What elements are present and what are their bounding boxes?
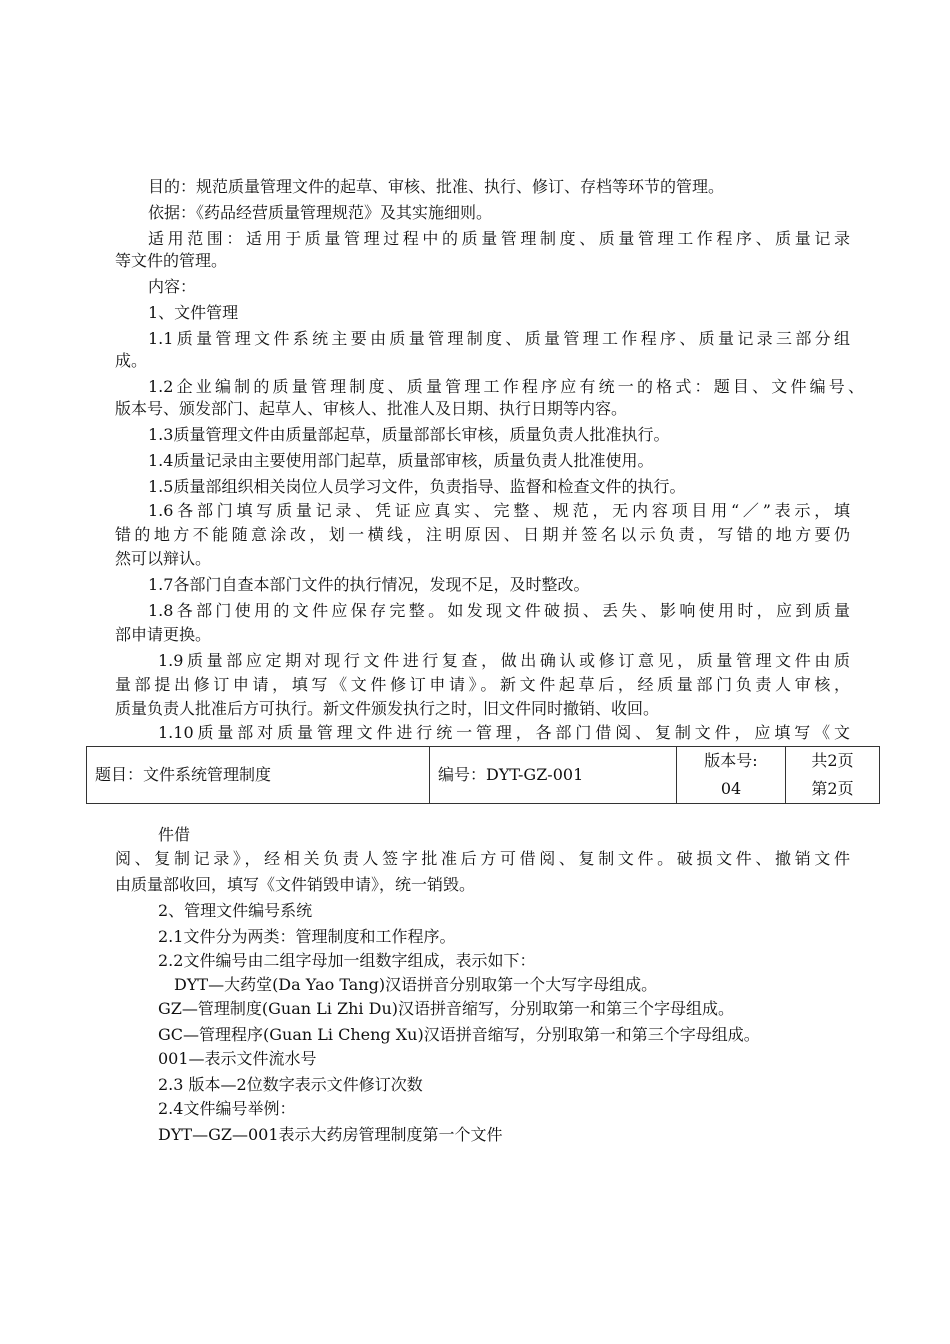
document-code: 编号：DYT-GZ-001 xyxy=(438,765,584,784)
scope-line-2: 等文件的管理。 xyxy=(115,251,228,270)
version-value: 04 xyxy=(720,779,742,798)
para-1-5: 1.5质量部组织相关岗位人员学习文件，负责指导、监督和检查文件的执行。 xyxy=(148,477,686,496)
para-1-1-line-2: 成。 xyxy=(115,351,148,370)
para-1-3: 1.3质量管理文件由质量部起草，质量部部长审核，质量负责人批准执行。 xyxy=(148,425,670,444)
para-2-3: 2.3 版本—2位数字表示文件修订次数 xyxy=(158,1075,423,1094)
code-dyt-desc: DYT—大药堂(Da Yao Tang)汉语拼音分别取第一个大写字母组成。 xyxy=(174,975,658,994)
para-1-4: 1.4质量记录由主要使用部门起草，质量部审核，质量负责人批准使用。 xyxy=(148,451,654,470)
content-label: 内容： xyxy=(148,277,197,296)
para-1-6-line-1: 1.6各部门填写质量记录、凭证应真实、完整、规范，无内容项目用“／”表示，填 xyxy=(148,501,850,520)
section-2-heading: 2、管理文件编号系统 xyxy=(158,901,313,920)
total-pages: 共2页 xyxy=(811,751,854,770)
document-title-cell xyxy=(87,747,430,804)
para-1-10-line-4: 由质量部收回，填写《文件销毁申请》，统一销毁。 xyxy=(115,875,476,894)
scope-line-1: 适用范围：适用于质量管理过程中的质量管理制度、质量管理工作程序、质量记录 xyxy=(148,229,850,248)
page-number: 第2页 xyxy=(811,779,854,798)
basis-line: 依据：《药品经营质量管理规范》及其实施细则。 xyxy=(148,203,493,222)
code-gz-desc: GZ—管理制度(Guan Li Zhi Du)汉语拼音缩写，分别取第一和第三个字母组成。 xyxy=(158,999,734,1018)
para-1-2-line-2: 版本号、颁发部门、起草人、审核人、批准人及日期、执行日期等内容。 xyxy=(115,399,628,418)
para-1-8-line-2: 部申请更换。 xyxy=(115,625,212,644)
para-1-10-line-2: 件借 xyxy=(158,825,191,844)
para-1-6-line-2: 错的地方不能随意涂改，划一横线，注明原因、日期并签名以示负责，写错的地方要仍 xyxy=(115,525,850,544)
para-2-4: 2.4文件编号举例： xyxy=(158,1099,296,1118)
document-header-table xyxy=(86,746,880,804)
para-1-7: 1.7各部门自查本部门文件的执行情况，发现不足，及时整改。 xyxy=(148,575,590,594)
code-example: DYT—GZ—001表示大药房管理制度第一个文件 xyxy=(158,1125,503,1144)
para-1-1-line-1: 1.1质量管理文件系统主要由质量管理制度、质量管理工作程序、质量记录三部分组 xyxy=(148,329,850,348)
para-2-2: 2.2文件编号由二组字母加一组数字组成，表示如下： xyxy=(158,951,536,970)
version-label-cell xyxy=(677,747,786,776)
para-1-10-line-1: 1.10质量部对质量管理文件进行统一管理，各部门借阅、复制文件，应填写《文 xyxy=(158,723,850,742)
document-title: 题目：文件系统管理制度 xyxy=(95,765,272,784)
para-1-2-line-1: 1.2企业编制的质量管理制度、质量管理工作程序应有统一的格式：题目、文件编号、 xyxy=(148,377,864,396)
para-1-6-line-3: 然可以辩认。 xyxy=(115,549,212,568)
para-1-9-line-3: 质量负责人批准后方可执行。新文件颁发执行之时，旧文件同时撤销、收回。 xyxy=(115,699,660,718)
para-1-10-line-3: 阅、复制记录》，经相关负责人签字批准后方可借阅、复制文件。破损文件、撤销文件 xyxy=(115,849,850,868)
code-gc-desc: GC—管理程序(Guan Li Cheng Xu)汉语拼音缩写，分别取第一和第三个字母组成。 xyxy=(158,1025,760,1044)
purpose-line: 目的：规范质量管理文件的起草、审核、批准、执行、修订、存档等环节的管理。 xyxy=(148,177,725,196)
total-pages-cell xyxy=(786,747,880,776)
para-1-9-line-1: 1.9质量部应定期对现行文件进行复查，做出确认或修订意见，质量管理文件由质 xyxy=(158,651,850,670)
page-number-cell xyxy=(786,775,880,804)
para-1-9-line-2: 量部提出修订申请，填写《文件修订申请》。新文件起草后，经质量部门负责人审核， xyxy=(115,675,850,694)
version-label: 版本号: xyxy=(704,751,758,770)
section-1-heading: 1、文件管理 xyxy=(148,303,239,322)
code-001-desc: 001—表示文件流水号 xyxy=(158,1049,317,1068)
para-2-1: 2.1文件分为两类：管理制度和工作程序。 xyxy=(158,927,456,946)
document-code-cell xyxy=(430,747,677,804)
version-value-cell xyxy=(677,775,786,804)
para-1-8-line-1: 1.8各部门使用的文件应保存完整。如发现文件破损、丢失、影响使用时，应到质量 xyxy=(148,601,850,620)
